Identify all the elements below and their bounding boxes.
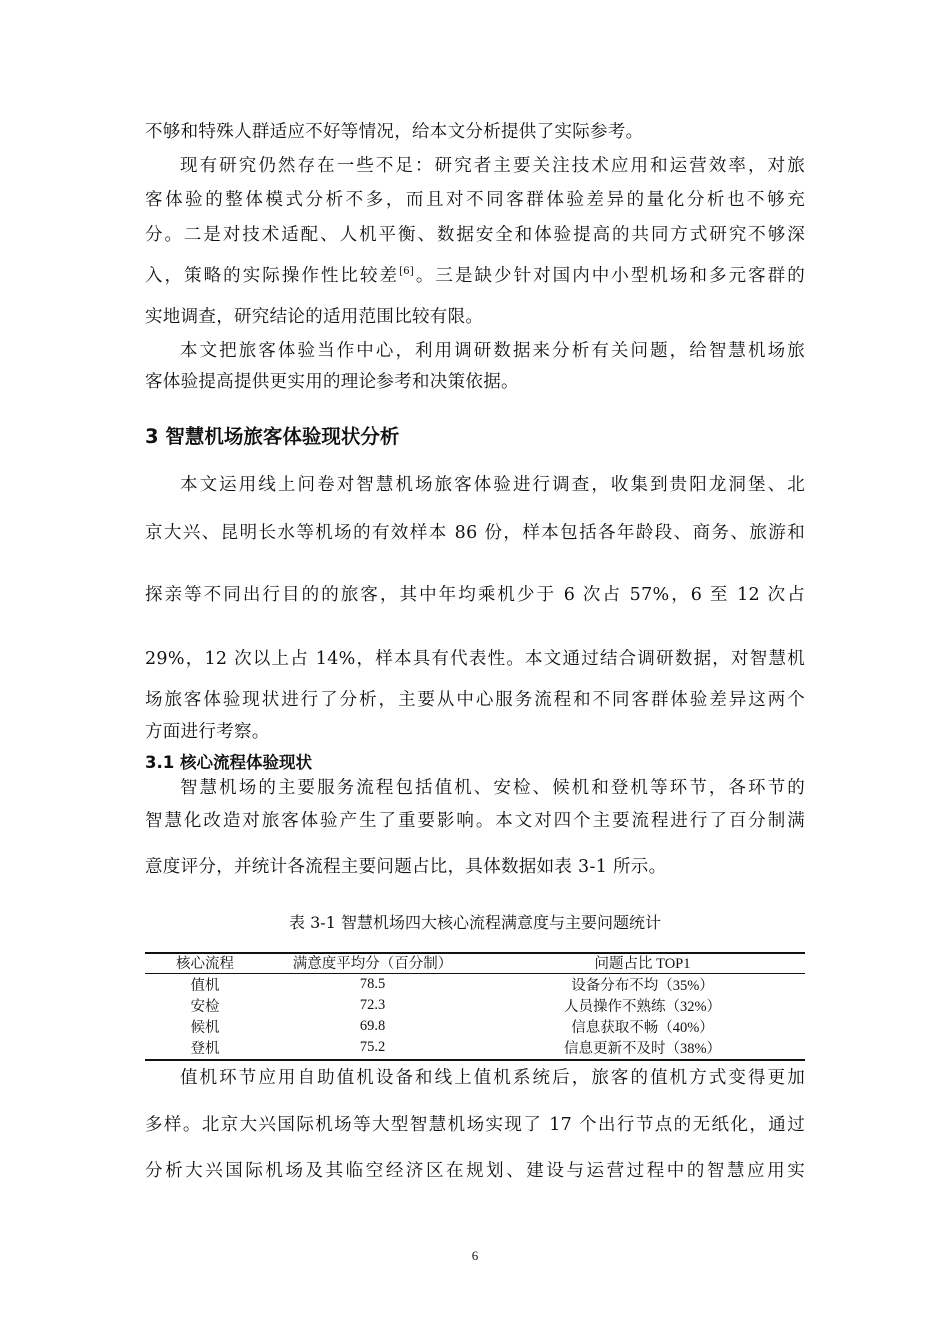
paragraph-line: 本文运用线上问卷对智慧机场旅客体验进行调查，收集到贵阳龙洞堡、北 (180, 475, 805, 495)
paragraph-line: 方面进行考察。 (145, 722, 270, 742)
paragraph-line: 分。二是对技术适配、人机平衡、数据安全和体验提高的共同方式研究不够深 (145, 225, 805, 245)
table-cell: 登机 (190, 1041, 220, 1057)
table-row (145, 974, 805, 996)
table-cell: 值机 (190, 978, 220, 994)
table-cell: 人员操作不熟练（32%） (563, 999, 722, 1015)
satisfaction-table (145, 952, 805, 1058)
paragraph-line-with-citation (145, 262, 805, 287)
paragraph-line: 本文把旅客体验当作中心，利用调研数据来分析有关问题，给智慧机场旅 (180, 341, 805, 361)
paragraph-line: 智慧化改造对旅客体验产生了重要影响。本文对四个主要流程进行了百分制满 (145, 811, 805, 831)
subsection-heading: 3.1 核心流程体验现状 (145, 753, 312, 772)
table-cell: 候机 (190, 1020, 220, 1036)
table-row (145, 1016, 805, 1037)
paragraph-line: 分析大兴国际机场及其临空经济区在规划、建设与运营过程中的智慧应用实 (145, 1161, 805, 1181)
column-header: 问题占比 TOP1 (480, 952, 805, 974)
paragraph-line: 29%，12 次以上占 14%，样本具有代表性。本文通过结合调研数据，对智慧机 (145, 649, 805, 669)
paragraph-line: 不够和特殊人群适应不好等情况，给本文分析提供了实际参考。 (145, 122, 644, 142)
paragraph-line: 客体验提高提供更实用的理论参考和决策依据。 (145, 372, 519, 392)
paragraph-line: 场旅客体验现状进行了分析，主要从中心服务流程和不同客群体验差异这两个 (145, 690, 805, 710)
text-run: 。三是缺少针对国内中小型机场和多元客群的 (414, 266, 805, 286)
table-cell: 69.8 (359, 1018, 386, 1034)
table-bottom-rule (145, 1059, 805, 1061)
table-cell: 78.5 (359, 976, 386, 992)
table-cell: 72.3 (359, 997, 386, 1013)
paragraph-line: 京大兴、昆明长水等机场的有效样本 86 份，样本包括各年龄段、商务、旅游和 (145, 523, 805, 543)
column-header: 满意度平均分（百分制） (265, 952, 480, 974)
table-row (145, 1037, 805, 1058)
paragraph-line: 探亲等不同出行目的的旅客，其中年均乘机少于 6 次占 57%，6 至 12 次占 (145, 585, 805, 605)
citation-ref: [6] (399, 266, 415, 278)
page-number: 6 (471, 1248, 479, 1263)
section-heading: 3 智慧机场旅客体验现状分析 (145, 425, 400, 448)
paragraph-line: 现有研究仍然存在一些不足：研究者主要关注技术应用和运营效率，对旅 (180, 156, 805, 176)
paragraph-line: 实地调查，研究结论的适用范围比较有限。 (145, 307, 484, 327)
table-cell: 75.2 (359, 1039, 386, 1055)
paragraph-line: 客体验的整体模式分析不多，而且对不同客群体验差异的量化分析也不够充 (145, 190, 805, 210)
paragraph-line: 智慧机场的主要服务流程包括值机、安检、候机和登机等环节，各环节的 (180, 778, 805, 798)
table-cell: 设备分布不均（35%） (571, 978, 714, 994)
table-cell: 安检 (190, 999, 220, 1015)
paragraph-line: 值机环节应用自助值机设备和线上值机系统后，旅客的值机方式变得更加 (180, 1068, 805, 1088)
table-caption: 表 3-1 智慧机场四大核心流程满意度与主要问题统计 (289, 913, 661, 932)
table-row (145, 995, 805, 1016)
paragraph-line: 多样。北京大兴国际机场等大型智慧机场实现了 17 个出行节点的无纸化，通过 (145, 1115, 805, 1135)
paragraph-line: 意度评分，并统计各流程主要问题占比，具体数据如表 3-1 所示。 (145, 857, 667, 877)
table-cell: 信息获取不畅（40%） (571, 1020, 714, 1036)
text-run: 入，策略的实际操作性比较差 (145, 266, 400, 286)
column-header: 核心流程 (145, 952, 265, 974)
table-header-row (145, 952, 805, 974)
table-cell: 信息更新不及时（38%） (563, 1041, 722, 1057)
